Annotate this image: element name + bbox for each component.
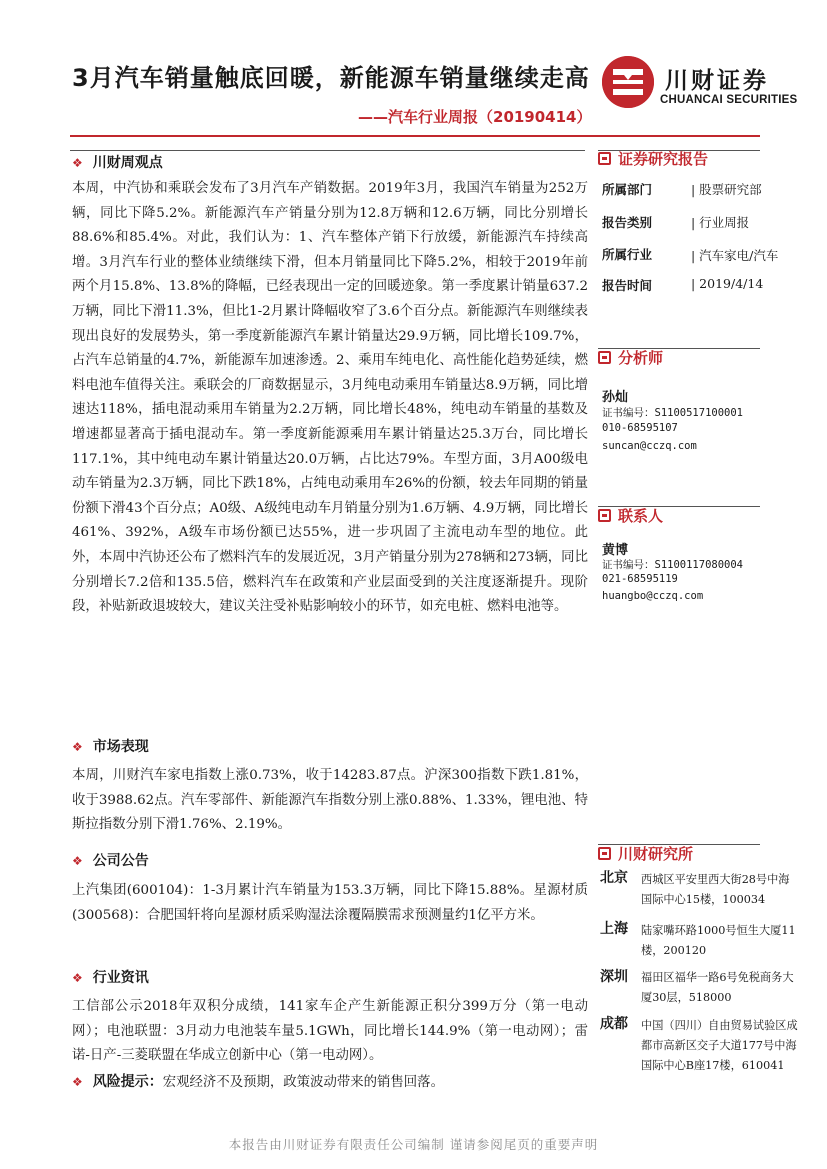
diamond-bullet-icon: ❖ <box>72 854 83 868</box>
section-heading-view: ❖ 川财周观点 <box>72 155 163 171</box>
office-city-shanghai: 上海 <box>600 921 628 937</box>
analyst-email[interactable]: suncan@cczq.com <box>602 440 697 452</box>
industry-paragraph: 工信部公示2018年双积分成绩，141家车企产生新能源正积分399万分（第一电动网）；电池联盟：3月动力电池装车量5.1GWh，同比增长144.9%（第一电动网）；雷诺-日产-三菱联盟在华成立创新中心（第一电动网）。 <box>72 999 588 1064</box>
meta-label-type: 报告类别 <box>602 215 653 230</box>
brand-name-en: CHUANCAI SECURITIES <box>660 94 798 106</box>
office-city-chengdu: 成都 <box>600 1016 628 1032</box>
section-heading-company: ❖ 公司公告 <box>72 853 149 869</box>
meta-label-industry: 所属行业 <box>602 247 653 262</box>
analyst-name: 孙灿 <box>602 390 629 405</box>
office-city-beijing: 北京 <box>600 870 628 886</box>
section-heading-market: ❖ 市场表现 <box>72 739 149 755</box>
meta-value-dept: | 股票研究部 <box>691 182 762 197</box>
analyst-cert: 证书编号：S1100517100001 <box>602 407 744 419</box>
section-heading-industry: ❖ 行业资讯 <box>72 970 149 986</box>
diamond-bullet-icon: ❖ <box>72 971 83 985</box>
office-address-shenzhen: 福田区福华一路6号免税商务大厦30层，518000 <box>641 971 794 1004</box>
meta-value-type: | 行业周报 <box>691 215 750 230</box>
meta-value-date: | 2019/4/14 <box>691 276 764 291</box>
header-divider <box>70 135 760 137</box>
section-marker-icon <box>598 152 611 165</box>
contact-name: 黄博 <box>602 543 629 558</box>
main-column-rule <box>70 150 585 151</box>
report-title: 3月汽车销量触底回暖，新能源车销量继续走高 <box>72 64 590 92</box>
chuancai-logo-icon <box>602 56 654 108</box>
contact-phone: 021-68595119 <box>602 573 678 585</box>
sidebar-heading-analyst: 分析师 <box>598 347 663 368</box>
diamond-bullet-icon: ❖ <box>72 740 83 754</box>
risk-line: ❖ 风险提示：宏观经济不及预期，政策波动带来的销售回落。 <box>72 1074 444 1090</box>
sidebar-heading-contact: 联系人 <box>598 505 663 526</box>
office-city-shenzhen: 深圳 <box>600 969 628 985</box>
risk-text: 宏观经济不及预期，政策波动带来的销售回落。 <box>162 1075 444 1090</box>
section-marker-icon <box>598 847 611 860</box>
meta-label-date: 报告时间 <box>602 278 653 293</box>
sidebar-heading-report: 证券研究报告 <box>598 148 708 169</box>
report-subtitle: ——汽车行业周报（20190414） <box>358 108 592 126</box>
diamond-bullet-icon: ❖ <box>72 1075 83 1089</box>
meta-value-industry: | 汽车家电/汽车 <box>691 248 779 263</box>
contact-cert: 证书编号：S1100117080004 <box>602 559 744 571</box>
analyst-phone: 010-68595107 <box>602 422 678 434</box>
market-paragraph: 本周，川财汽车家电指数上涨0.73%，收于14283.87点。沪深300指数下跌1.81%，收于3988.62点。汽车零部件、新能源汽车指数分别上涨0.88%、1.33%，锂电池、特斯拉指数分别下滑1.76%、2.19%。 <box>72 768 588 833</box>
section-marker-icon <box>598 509 611 522</box>
section-marker-icon <box>598 351 611 364</box>
view-paragraph: 本周，中汽协和乘联会发布了3月汽车产销数据。2019年3月，我国汽车销量为252万辆，同比下降5.2%。新能源汽车产销量分别为12.8万辆和12.6万辆，同比分别增长88.6%和85.4%。对此，我们认为：1、汽车整体产销下行放缓，新能源汽车持续高增。3月汽车行业的整体业绩继续下滑，但本月销量同比下降5.2%，相较于2019年前两个月15.8%、13.8%的降幅，已经表现出一定的回暖迹象。第一季度累计销量637.2万辆，同比下滑11.3%，但比1-2月累计降幅收窄了3.6个百分点。新能源汽车则继续表现出良好的发展势头，第一季度新能源汽车累计销量达29.9万辆，同比增长109.7%，占汽车总销量的4.7%，新能源车加速渗透。2、乘用车纯电化、高性能化趋势延续，燃料电池车值得关注。乘联会的厂商数据显示，3月纯电动乘用车销量达8.9万辆，同比增速达118%，插电混动乘用车销量为2.2万辆，同比增长48%，纯电动车销量的基数及增速都显著高于插电混动车。第一季度新能源乘用车累计销量达25.3万台，同比增长117.1%，其中纯电动车累计销量达20.0万辆，占比达79%。车型方面，3月A00级电动车销量为2.3万辆，同比下跌18%，占纯电动乘用车26%的份额，较去年同期的销量份额下滑43个百分点；A0级、A级纯电动车月销量分别为1.6万辆、4.9万辆，同比增长461%、392%，A级车市场份额已达55%，进一步巩固了主流电动车型的地位。此外，本周中汽协还公布了燃料汽车的发展近况，3月产销量分别为278辆和273辆，同比分别增长7.2倍和135.5倍，燃料汽车在政策和产业层面受到的关注度逐渐提升。现阶段，补贴新政退坡较大，建议关注受补贴影响较小的环节，如充电桩、燃料电池等。 <box>72 181 588 615</box>
office-address-shanghai: 陆家嘴环路1000号恒生大厦11楼，200120 <box>641 924 796 957</box>
meta-label-dept: 所属部门 <box>602 182 653 197</box>
company-paragraph: 上汽集团(600104)：1-3月累计汽车销量为153.3万辆，同比下降15.88%。星源材质(300568)：合肥国轩将向星源材质采购湿法涂覆隔膜需求预测量约1亿平方米。 <box>72 883 588 923</box>
brand-name-cn: 川财证券 <box>665 68 769 94</box>
contact-email[interactable]: huangbo@cczq.com <box>602 590 704 602</box>
diamond-bullet-icon: ❖ <box>72 156 83 170</box>
sidebar-heading-institute: 川财研究所 <box>598 843 693 864</box>
office-address-beijing: 西城区平安里西大街28号中海国际中心15楼，100034 <box>641 873 790 906</box>
office-address-chengdu: 中国（四川）自由贸易试验区成都市高新区交子大道177号中海国际中心B座17楼，610041 <box>641 1019 798 1072</box>
footer-disclaimer: 本报告由川财证券有限责任公司编制 谨请参阅尾页的重要声明 <box>228 1137 599 1152</box>
